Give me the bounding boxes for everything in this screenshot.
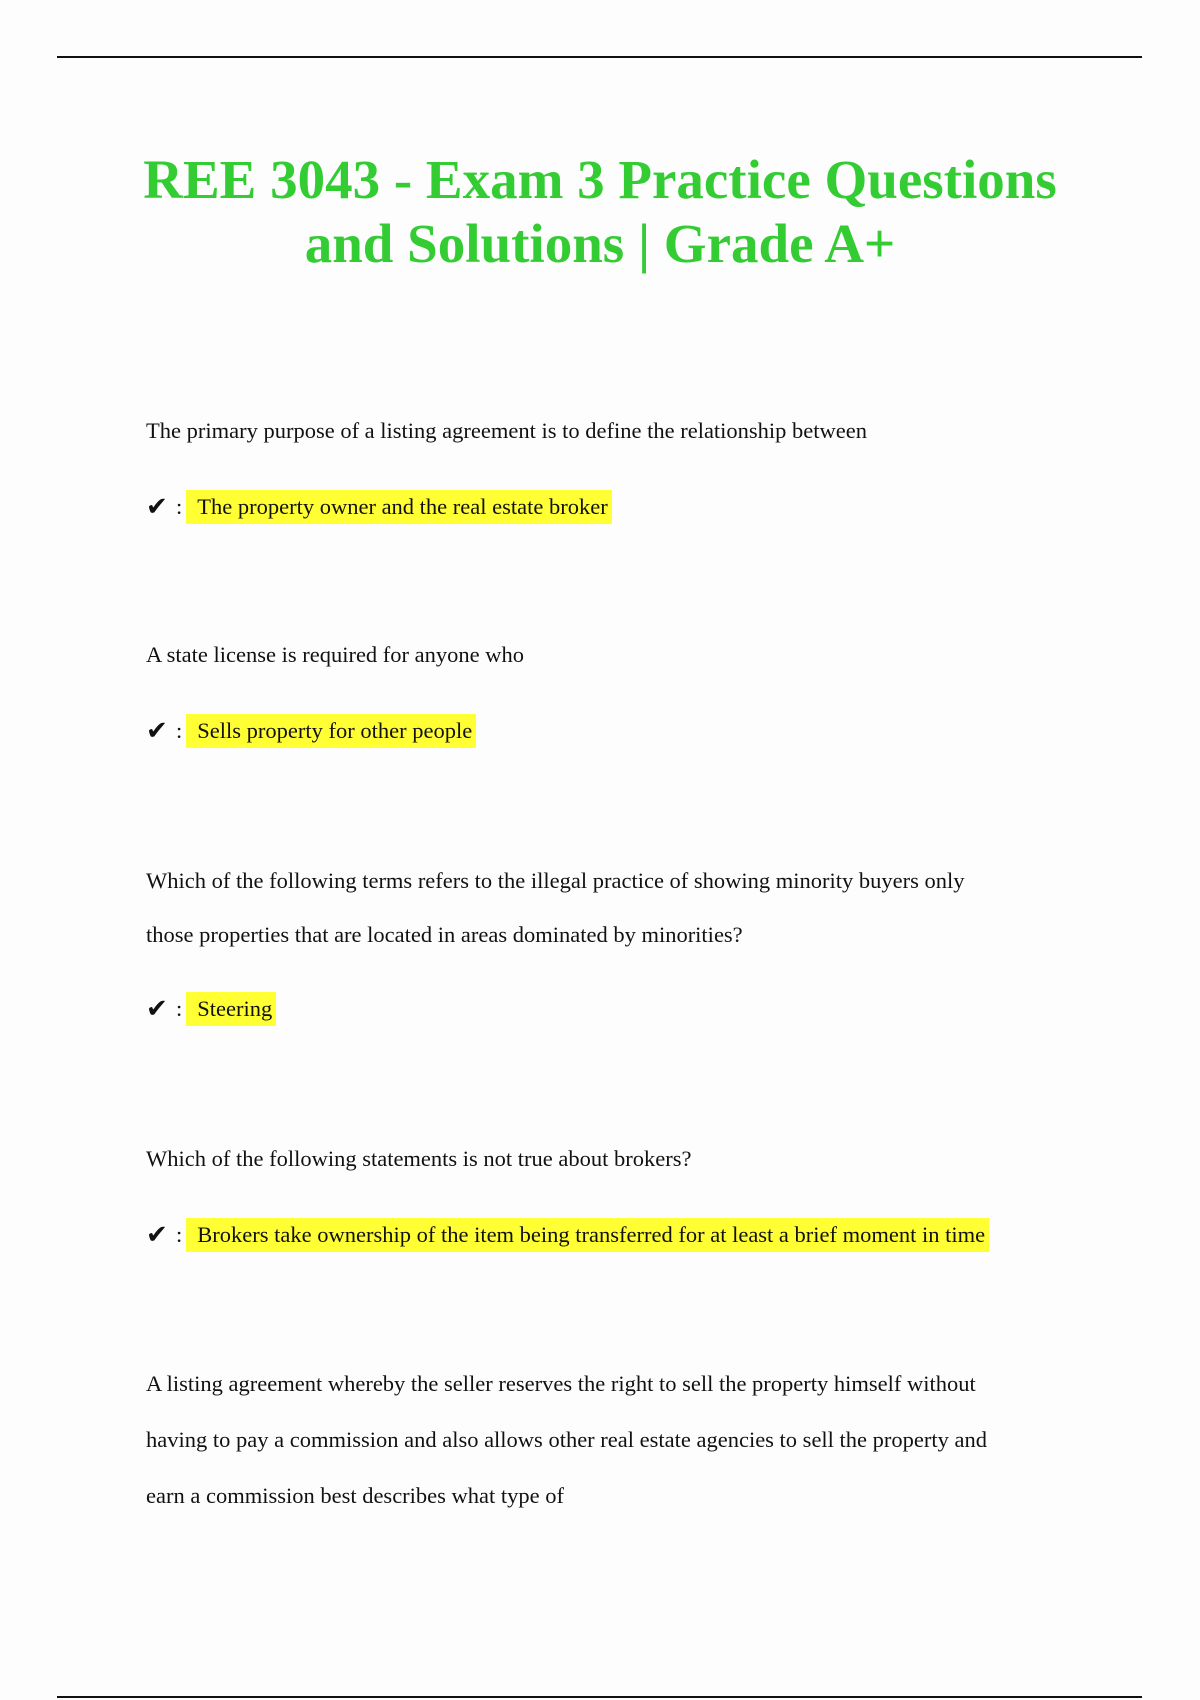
top-rule xyxy=(57,56,1142,58)
check-icon: ✔ xyxy=(146,1220,168,1250)
check-icon: ✔ xyxy=(146,716,168,746)
answer-3: ✔ : Steering xyxy=(146,992,276,1026)
answer-2: ✔ : Sells property for other people xyxy=(146,714,476,748)
question-5-line-3: earn a commission best describes what type of xyxy=(146,1483,565,1508)
answer-text: Sells property for other people xyxy=(186,714,476,748)
question-1: The primary purpose of a listing agreement is to define the relationship between xyxy=(146,418,868,443)
title-line-1: REE 3043 - Exam 3 Practice Questions xyxy=(143,149,1057,210)
question-2: A state license is required for anyone who xyxy=(146,642,525,667)
answer-text: Steering xyxy=(186,992,276,1026)
check-icon: ✔ xyxy=(146,492,168,522)
answer-4: ✔ : Brokers take ownership of the item being transferred for at least a brief moment in time xyxy=(146,1218,989,1252)
bottom-rule xyxy=(57,1696,1142,1698)
question-3-line-1: Which of the following terms refers to the illegal practice of showing minority buyers only xyxy=(146,868,965,893)
answer-text: Brokers take ownership of the item being transferred for at least a brief moment in time xyxy=(186,1218,989,1252)
answer-text: The property owner and the real estate broker xyxy=(186,490,611,524)
answer-1: ✔ : The property owner and the real estate broker xyxy=(146,490,612,524)
title-line-2: and Solutions | Grade A+ xyxy=(304,213,896,274)
question-5-line-1: A listing agreement whereby the seller reserves the right to sell the property himself without xyxy=(146,1371,976,1396)
check-icon: ✔ xyxy=(146,994,168,1024)
question-3-line-2: those properties that are located in areas dominated by minorities? xyxy=(146,922,743,947)
document-title xyxy=(0,148,1200,276)
question-4: Which of the following statements is not true about brokers? xyxy=(146,1146,692,1171)
question-5-line-2: having to pay a commission and also allows other real estate agencies to sell the property and xyxy=(146,1427,988,1452)
